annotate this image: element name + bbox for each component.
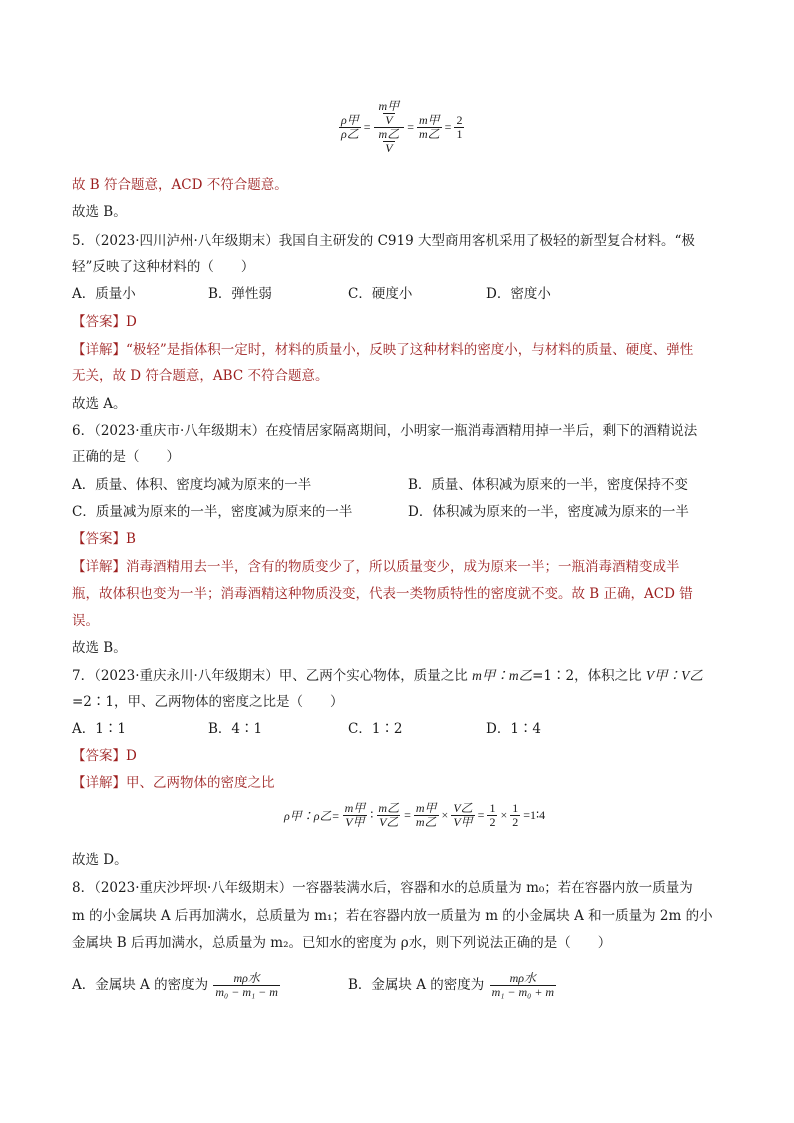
q6-option-c: C．质量减为原来的一半，密度减为原来的一半 bbox=[72, 504, 353, 520]
q5-stem-line2: 轻”反映了这种材料的（ ） bbox=[72, 259, 255, 275]
q7-stem-line2: =2∶1，甲、乙两物体的密度之比是（ ） bbox=[72, 694, 344, 710]
q5-option-d: D．密度小 bbox=[486, 286, 551, 302]
q7-choice: 故选 D。 bbox=[72, 852, 128, 868]
q7-option-c: C．1∶2 bbox=[348, 721, 403, 737]
q8-stem-line1: 8．（2023·重庆沙坪坝·八年级期末）一容器装满水后，容器和水的总质量为 m₀；若在容器内放一质量为 bbox=[72, 880, 693, 896]
q6-option-a: A．质量、体积、密度均减为原来的一半 bbox=[72, 477, 312, 493]
q6-explain-line1: 【详解】消毒酒精用去一半，含有的物质变少了，所以质量变少，成为原来一半；一瓶消毒酒精变成半 bbox=[72, 559, 680, 575]
q8-stem-line3: 金属块 B 后再加满水，总质量为 m₂。已知水的密度为 ρ水，则下列说法正确的是（ ） bbox=[72, 935, 612, 951]
q7-option-d: D．1∶4 bbox=[486, 721, 542, 737]
q5-choice: 故选 A。 bbox=[72, 396, 127, 412]
q6-option-d: D．体积减为原来的一半，密度减为原来的一半 bbox=[408, 504, 689, 520]
q5-option-a: A．质量小 bbox=[72, 286, 136, 302]
q8-option-a: A．金属块 A 的密度为 $\frac{\text{mρ水}}{\text{m₀ − m₁ − m}}$ bbox=[72, 971, 278, 999]
q7-stem-line1: 7．（2023·重庆永川·八年级期末）甲、乙两个实心物体，质量之比 m甲∶m乙=1∶2，体积之比 V甲∶V乙 bbox=[72, 668, 703, 684]
q6-explain-line2: 瓶，故体积也变为一半；消毒酒精这种物质没变，代表一类物质特性的密度就不变。故 B 正确，ACD 错 bbox=[72, 586, 693, 602]
fraction-rho: $\frac{\text{ρ甲}}{\text{ρ乙}}$ bbox=[341, 113, 359, 141]
q7-explain-line1: 【详解】甲、乙两物体的密度之比 bbox=[72, 775, 275, 791]
formula-density-ratio: $\frac{\text{ρ甲}}{\text{ρ乙}}$ = $\frac{\frac{\text{m甲}}{V}}{\frac{\text{m乙}}{V}}$ = $\frac{\text{m甲}}{\text{m乙}}$ = $\frac{2}{1}$ bbox=[341, 99, 463, 155]
q4-choice: 故选 B。 bbox=[72, 204, 127, 220]
q5-explain-line2: 无关，故 D 符合题意，ABC 不符合题意。 bbox=[72, 368, 329, 384]
q8-stem-line2: m 的小金属块 A 后再加满水，总质量为 m₁；若在容器内放一质量为 m 的小金属块 A 和一质量为 2m 的小 bbox=[72, 908, 713, 924]
fraction-mass: $\frac{\text{m甲}}{\text{m乙}}$ bbox=[419, 113, 440, 141]
q5-answer: 【答案】D bbox=[72, 314, 137, 330]
q6-explain-line3: 误。 bbox=[72, 613, 99, 629]
q6-stem-line2: 正确的是（ ） bbox=[72, 449, 180, 465]
q4-conclusion: 故 B 符合题意，ACD 不符合题意。 bbox=[72, 177, 288, 193]
q5-option-b: B．弹性弱 bbox=[208, 286, 272, 302]
fraction-result: $\frac{2}{1}$ bbox=[456, 113, 463, 141]
q7-option-b: B．4∶1 bbox=[208, 721, 263, 737]
fraction-compound: $\frac{\frac{\text{m甲}}{V}}{\frac{\text{m乙}}{V}}$ bbox=[374, 100, 405, 155]
q5-option-c: C．硬度小 bbox=[348, 286, 413, 302]
q6-answer: 【答案】B bbox=[72, 531, 136, 547]
q5-explain-line1: 【详解】“极轻”是指体积一定时，材料的质量小，反映了这种材料的密度小，与材料的质量、硬度、弹性 bbox=[72, 342, 694, 358]
q5-stem-line1: 5．（2023·四川泸州·八年级期末）我国自主研发的 C919 大型商用客机采用了极轻的新型复合材料。“极 bbox=[72, 233, 695, 249]
q7-answer: 【答案】D bbox=[72, 748, 137, 764]
q6-stem-line1: 6．（2023·重庆市·八年级期末）在疫情居家隔离期间，小明家一瓶消毒酒精用掉一半后，剩下的酒精说法 bbox=[72, 423, 698, 439]
q6-choice: 故选 B。 bbox=[72, 640, 127, 656]
q7-option-a: A．1∶1 bbox=[72, 721, 126, 737]
formula-q7-density-ratio: ρ甲∶ρ乙= $\frac{\text{m甲}}{\text{V甲}}$ ∶ $\frac{\text{m乙}}{\text{V乙}}$ = $\frac{\text{m甲}}{\text{m乙}}$ × $\frac{\text{V乙}}{\text{V甲}}$ = $\frac{1}{2}$ × $\frac{1}{2}$ =1∶4 bbox=[284, 801, 546, 829]
q6-option-b: B．质量、体积减为原来的一半，密度保持不变 bbox=[408, 477, 688, 493]
q8-option-b: B．金属块 A 的密度为 $\frac{\text{mρ水}}{\text{m₁ − m₀ + m}}$ bbox=[348, 971, 555, 999]
